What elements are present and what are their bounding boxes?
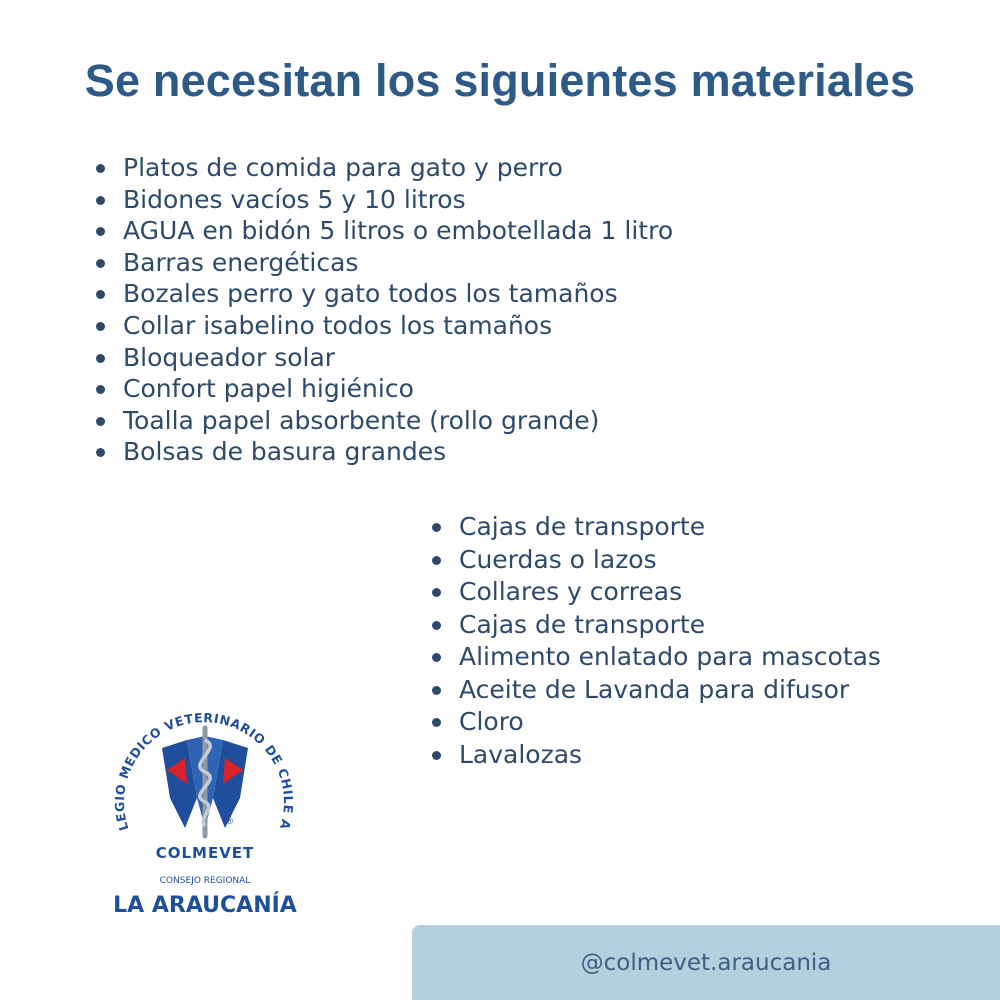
- list-item: [432, 544, 881, 577]
- list-item-label: AGUA en bidón 5 litros o embotellada 1 litro: [123, 216, 674, 246]
- list-item: [96, 436, 673, 468]
- list-item: [96, 215, 673, 247]
- list-item: [432, 609, 881, 642]
- bullet-icon: [432, 718, 441, 727]
- list-item-label: Lavalozas: [459, 739, 583, 769]
- list-item-label: Barras energéticas: [123, 247, 359, 277]
- list-item: [96, 373, 673, 405]
- list-item-label: Confort papel higiénico: [123, 374, 414, 404]
- list-item-label: Aceite de Lavanda para difusor: [459, 674, 850, 704]
- list-item: [96, 310, 673, 342]
- registered-mark: ®: [225, 817, 234, 827]
- bullet-icon: [96, 259, 105, 268]
- list-item-label: Bidones vacíos 5 y 10 litros: [123, 184, 466, 214]
- list-item: [432, 576, 881, 609]
- list-item: [432, 641, 881, 674]
- list-item: [96, 184, 673, 216]
- list-item-label: Cloro: [459, 707, 524, 736]
- logo-region: LA ARAUCANÍA: [113, 893, 297, 918]
- list-item-label: Cuerdas o lazos: [459, 544, 657, 574]
- bullet-icon: [432, 653, 441, 662]
- list-item-label: Collares y correas: [459, 577, 683, 606]
- social-handle: @colmevet.araucania: [580, 949, 832, 976]
- bullet-icon: [96, 290, 105, 299]
- list-item-label: Bolsas de basura grandes: [123, 437, 447, 467]
- list-item-label: Platos de comida para gato y perro: [123, 153, 563, 182]
- logo-subtitle: CONSEJO REGIONAL: [159, 876, 251, 886]
- bullet-icon: [96, 354, 105, 363]
- list-item: [96, 152, 673, 184]
- list-item-label: Alimento enlatado para mascotas: [459, 642, 881, 671]
- list-item: [96, 247, 673, 279]
- bullet-icon: [96, 448, 105, 457]
- social-handle-banner: [412, 925, 1000, 1000]
- bullet-icon: [432, 686, 441, 695]
- bullet-icon: [432, 556, 441, 565]
- bullet-icon: [96, 227, 105, 236]
- list-item: [432, 674, 881, 707]
- bullet-icon: [96, 164, 105, 173]
- bullet-icon: [96, 417, 105, 426]
- logo-acronym: COLMEVET: [155, 844, 255, 862]
- materials-list-primary: [96, 152, 673, 468]
- list-item: [432, 739, 881, 772]
- list-item: [96, 342, 673, 374]
- list-item: [96, 278, 673, 310]
- list-item: [432, 706, 881, 739]
- bullet-icon: [432, 523, 441, 532]
- list-item-label: Bloqueador solar: [123, 342, 336, 372]
- bullet-icon: [432, 588, 441, 597]
- logo-ring-text: LEGIO MEDICO VETERINARIO DE CHILE A: [111, 710, 297, 833]
- page-title: Se necesitan los siguientes materiales: [84, 55, 916, 106]
- list-item-label: Cajas de transporte: [459, 609, 706, 639]
- list-item: [96, 405, 673, 437]
- colmevet-emblem: [105, 688, 305, 920]
- colmevet-logo: [105, 688, 305, 920]
- list-item: [432, 511, 881, 544]
- bullet-icon: [96, 385, 105, 394]
- list-item-label: Toalla papel absorbente (rollo grande): [123, 405, 600, 435]
- materials-list-secondary: [432, 511, 881, 771]
- bullet-icon: [432, 751, 441, 760]
- list-item-label: Collar isabelino todos los tamaños: [123, 310, 553, 340]
- bullet-icon: [432, 621, 441, 630]
- list-item-label: Cajas de transporte: [459, 512, 706, 541]
- bullet-icon: [96, 196, 105, 205]
- bullet-icon: [96, 322, 105, 331]
- list-item-label: Bozales perro y gato todos los tamaños: [123, 279, 618, 309]
